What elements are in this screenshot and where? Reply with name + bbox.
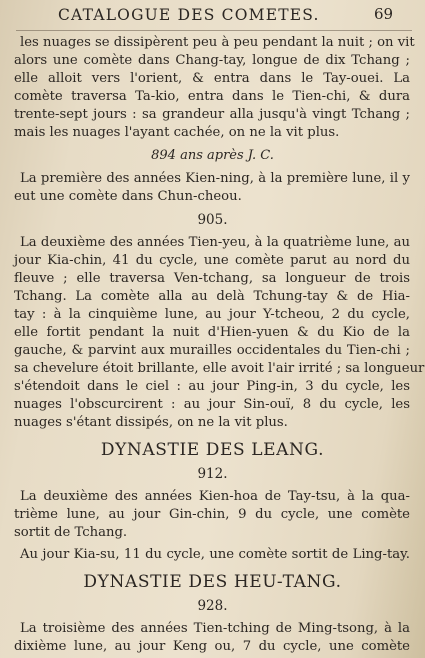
text-line: elle fortit pendant la nuit d'Hien-yuen & du Kio de la [14, 325, 410, 340]
text-line: nuages l'obscurcirent : au jour Sin-ouï, 8 du cycle, les [14, 397, 410, 412]
text-line: Au jour Kia-su, 11 du cycle, une comète sortit de Ling-tay. [20, 547, 410, 562]
text-line: sortit de Tchang. [14, 525, 128, 540]
date-subheading: 894 ans après J. C. [151, 148, 274, 163]
text-line: La deuxième des années Kien-hoa de Tay-tsu, à la qua- [20, 489, 410, 504]
text-line: trente-sept jours : sa grandeur alla jusqu'à vingt Tchang ; [14, 107, 410, 122]
text-line: sa chevelure étoit brillante, elle avoit l'air irrité ; sa longueur [14, 361, 425, 376]
year-heading: 928. [197, 598, 228, 614]
text-line: trième lune, au jour Gin-chin, 9 du cycle, une comète [14, 507, 410, 522]
text-line: fleuve ; elle traversa Ven-tchang, sa longueur de trois [14, 271, 410, 286]
text-line: La troisième des années Tien-tching de Ming-tsong, à la [20, 621, 410, 636]
text-line: dixième lune, au jour Keng ou, 7 du cycle, une comète [14, 639, 410, 654]
text-line: jour Kia-chin, 41 du cycle, une comète parut au nord du [14, 253, 410, 268]
dynasty-heading: DYNASTIE DES HEU-TANG. [83, 572, 342, 592]
text-line: alors une comète dans Chang-tay, longue de dix Tchang ; [14, 53, 410, 68]
header-rule [16, 30, 412, 31]
text-line: Tchang. La comète alla au delà Tchung-tay & de Hia- [14, 289, 410, 304]
text-line: La première des années Kien-ning, à la première lune, il y [20, 171, 410, 186]
text-line: elle alloit vers l'orient, & entra dans le Tay-ouei. La [14, 71, 410, 86]
text-line: comète traversa Ta-kio, entra dans le Tien-chi, & dura [14, 89, 410, 104]
year-heading: 905. [197, 212, 228, 228]
text-line: mais les nuages l'ayant cachée, on ne la vit plus. [14, 125, 340, 140]
text-line: gauche, & parvint aux murailles occidentales du Tien-chi ; [14, 343, 410, 358]
text-line: La deuxième des années Tien-yeu, à la quatrième lune, au [20, 235, 410, 250]
text-line: eut une comète dans Chun-cheou. [14, 189, 242, 204]
running-header: CATALOGUE DES COMETES. [58, 6, 320, 24]
dynasty-heading: DYNASTIE DES LEANG. [100, 440, 325, 460]
year-heading: 912. [197, 466, 228, 482]
text-line: les nuages se dissipèrent peu à peu pendant la nuit ; on vit [20, 35, 415, 50]
text-line: nuages s'étant dissipés, on ne la vit plus. [14, 415, 288, 430]
text-line: tay : à la cinquième lune, au jour Y-tcheou, 2 du cycle, [14, 307, 410, 322]
text-line: s'étendoit dans le ciel : au jour Ping-in, 3 du cycle, les [14, 379, 410, 394]
page-number: 69 [374, 5, 394, 23]
